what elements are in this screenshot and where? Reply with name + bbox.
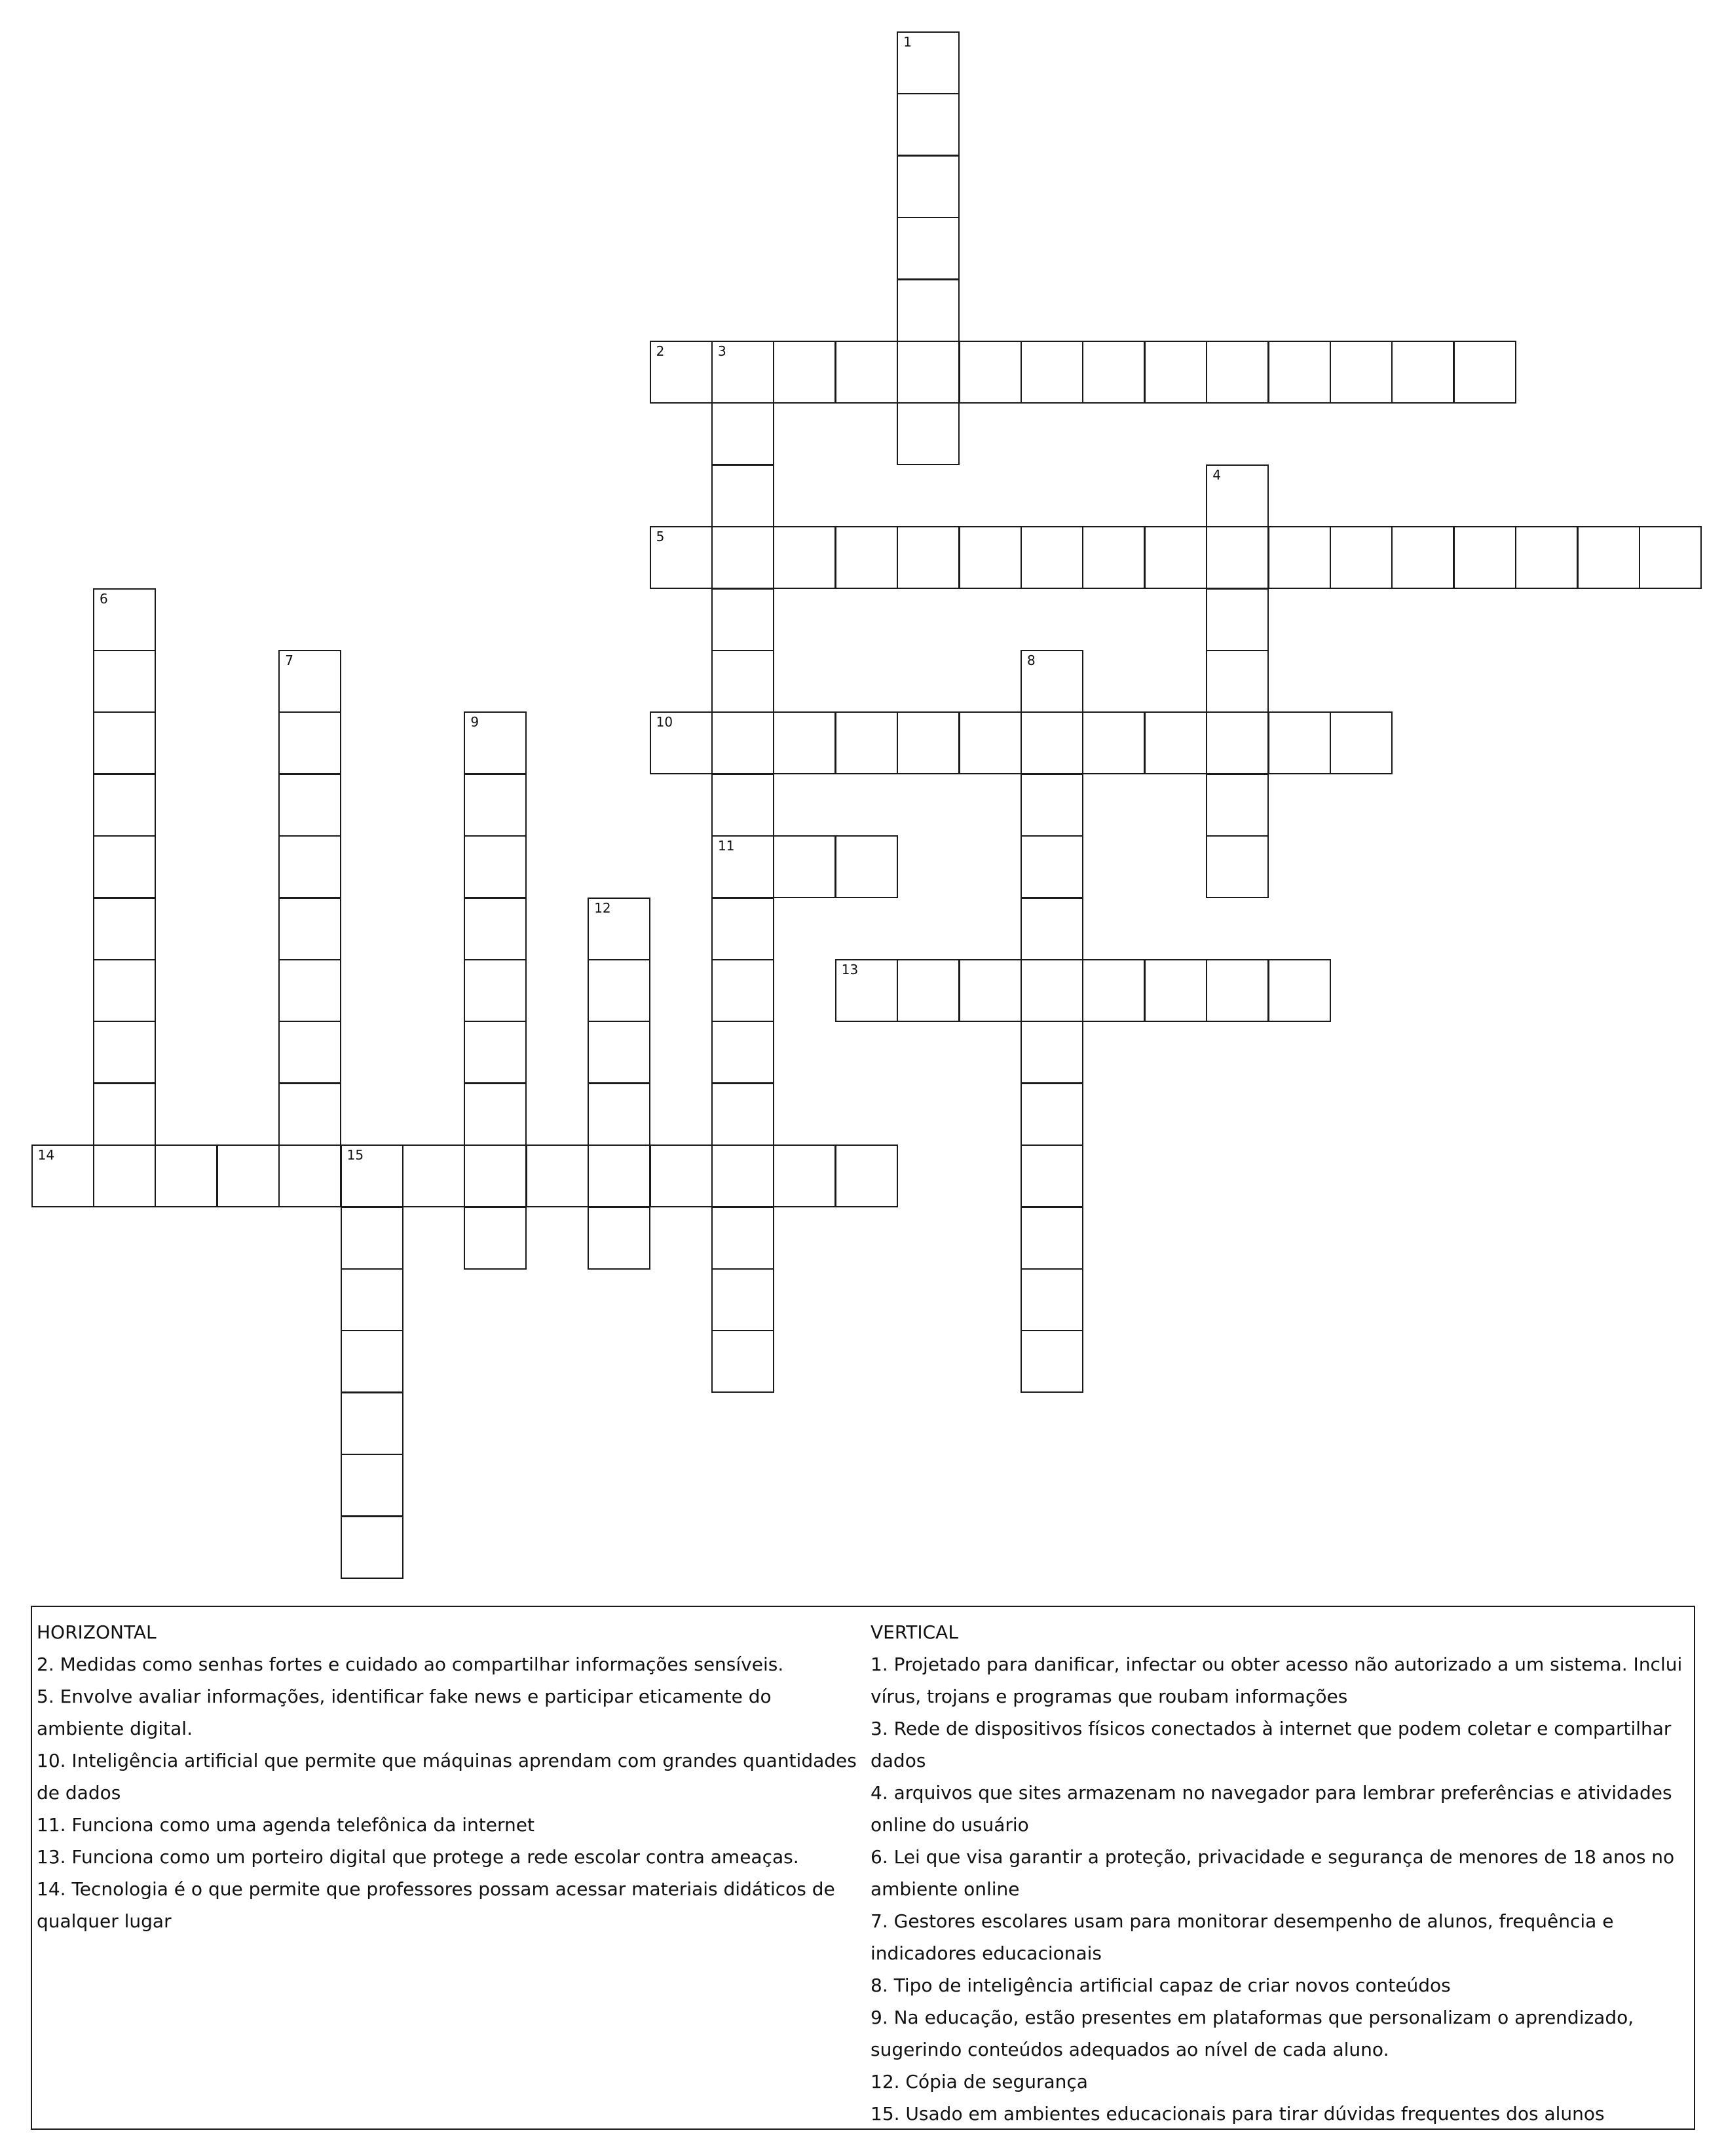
grid-cell[interactable] — [1206, 464, 1269, 527]
grid-cell[interactable] — [1021, 1021, 1083, 1084]
clue-v-4: 4. arquivos que sites armazenam no navegador para lembrar preferências e atividades online do usuário — [871, 1782, 1672, 1836]
grid-cell[interactable] — [711, 898, 774, 960]
clue-v-15: 15. Usado em ambientes educacionais para tirar dúvidas frequentes dos alunos — [871, 2103, 1605, 2125]
clue-h-11: 11. Funciona como uma agenda telefônica da internet — [37, 1814, 534, 1836]
grid-cell[interactable] — [31, 1144, 94, 1207]
grid-cell[interactable] — [1144, 959, 1207, 1022]
grid-cell[interactable] — [711, 774, 774, 837]
clue-v-6: 6. Lei que visa garantir a proteção, privacidade e segurança de menores de 18 anos no ambiente online — [871, 1846, 1675, 1900]
grid-cell[interactable] — [1391, 341, 1454, 404]
grid-cell[interactable] — [711, 711, 774, 774]
grid-cell[interactable] — [1082, 341, 1145, 404]
clue-h-14: 14. Tecnologia é o que permite que professores possam acessar materiais didáticos de qualquer lugar — [37, 1878, 835, 1932]
clue-number: 15 — [347, 1147, 364, 1163]
grid-cell[interactable] — [1391, 526, 1454, 589]
grid-cell[interactable] — [959, 711, 1022, 774]
grid-cell[interactable] — [1453, 341, 1516, 404]
clue-number: 14 — [37, 1147, 55, 1163]
grid-cell[interactable] — [1021, 1330, 1083, 1393]
clue-number: 1 — [903, 34, 912, 50]
grid-cell[interactable] — [773, 711, 836, 774]
grid-cell[interactable] — [278, 650, 341, 713]
grid-cell[interactable] — [1330, 341, 1393, 404]
clue-number: 13 — [841, 962, 859, 977]
grid-cell[interactable] — [1268, 526, 1331, 589]
grid-cell[interactable] — [650, 341, 713, 404]
grid-cell[interactable] — [93, 588, 156, 651]
grid-cell[interactable] — [897, 526, 960, 589]
clue-v-9: 9. Na educação, estão presentes em plataformas que personalizam o aprendizado, sugerindo conteúdos adequados ao nível de cada aluno. — [871, 2007, 1634, 2060]
clue-number: 2 — [656, 343, 665, 359]
grid-cell[interactable] — [897, 155, 960, 218]
grid-cell[interactable] — [464, 1083, 527, 1146]
grid-cell[interactable] — [835, 835, 898, 898]
grid-cell[interactable] — [1082, 711, 1145, 774]
clue-v-3: 3. Rede de dispositivos físicos conectados à internet que podem coletar e compartilhar dados — [871, 1718, 1672, 1771]
grid-cell[interactable] — [773, 1144, 836, 1207]
grid-cell[interactable] — [897, 31, 960, 94]
grid-cell[interactable] — [341, 1268, 403, 1331]
clues-box — [31, 1606, 1695, 2130]
grid-cell[interactable] — [1206, 341, 1269, 404]
grid-cell[interactable] — [1206, 835, 1269, 898]
grid-cell[interactable] — [93, 898, 156, 960]
vertical-title: VERTICAL — [871, 1621, 958, 1643]
grid-cell[interactable] — [1082, 959, 1145, 1022]
grid-cell[interactable] — [1206, 774, 1269, 837]
grid-cell[interactable] — [1268, 711, 1331, 774]
clue-h-10: 10. Inteligência artificial que permite que máquinas aprendam com grandes quantidades de dados — [37, 1750, 857, 1804]
grid-cell[interactable] — [464, 1207, 527, 1270]
grid-cell[interactable] — [711, 1021, 774, 1084]
grid-cell[interactable] — [341, 1516, 403, 1579]
grid-cell[interactable] — [1021, 1268, 1083, 1331]
grid-cell[interactable] — [464, 774, 527, 837]
grid-cell[interactable] — [278, 774, 341, 837]
grid-cell[interactable] — [959, 959, 1022, 1022]
grid-cell[interactable] — [711, 650, 774, 713]
clue-number: 10 — [656, 714, 673, 730]
grid-cell[interactable] — [711, 1268, 774, 1331]
grid-cell[interactable] — [773, 341, 836, 404]
grid-cell[interactable] — [1021, 526, 1083, 589]
clue-v-7: 7. Gestores escolares usam para monitorar desempenho de alunos, frequência e indicadores educacionais — [871, 1910, 1614, 1964]
grid-cell[interactable] — [1577, 526, 1640, 589]
horizontal-title: HORIZONTAL — [37, 1621, 157, 1643]
grid-cell[interactable] — [1021, 959, 1083, 1022]
grid-cell[interactable] — [897, 217, 960, 280]
clue-v-8: 8. Tipo de inteligência artificial capaz de criar novos conteúdos — [871, 1975, 1451, 1996]
grid-cell[interactable] — [341, 1454, 403, 1517]
grid-cell[interactable] — [959, 341, 1022, 404]
clue-number: 8 — [1027, 652, 1036, 668]
grid-cell[interactable] — [93, 1021, 156, 1084]
grid-cell[interactable] — [711, 588, 774, 651]
grid-cell[interactable] — [711, 1207, 774, 1270]
clue-number: 5 — [656, 529, 665, 545]
vertical-clues — [871, 1616, 1693, 2130]
grid-cell[interactable] — [341, 1392, 403, 1455]
clue-v-12: 12. Cópia de segurança — [871, 2071, 1088, 2092]
grid-cell[interactable] — [155, 1144, 217, 1207]
clue-number: 4 — [1212, 466, 1221, 483]
grid-cell[interactable] — [711, 835, 774, 898]
grid-cell[interactable] — [1021, 650, 1083, 713]
grid-cell[interactable] — [1021, 774, 1083, 837]
grid-cell[interactable] — [711, 959, 774, 1022]
grid-cell[interactable] — [1021, 1144, 1083, 1207]
grid-cell[interactable] — [897, 279, 960, 342]
grid-cell[interactable] — [1082, 526, 1145, 589]
clue-number: 12 — [594, 899, 611, 916]
grid-cell[interactable] — [1206, 650, 1269, 713]
grid-cell[interactable] — [93, 1144, 156, 1207]
grid-cell[interactable] — [278, 959, 341, 1022]
grid-cell[interactable] — [1206, 588, 1269, 651]
grid-cell[interactable] — [1021, 711, 1083, 774]
grid-cell[interactable] — [711, 1144, 774, 1207]
clue-number: 9 — [470, 714, 479, 730]
clue-v-1: 1. Projetado para danificar, infectar ou obter acesso não autorizado a um sistema. Inclui vírus, trojans e programas que roubam informações — [871, 1654, 1683, 1707]
grid-cell[interactable] — [650, 526, 713, 589]
grid-cell[interactable] — [464, 898, 527, 960]
clue-number: 6 — [100, 590, 108, 607]
grid-cell[interactable] — [464, 835, 527, 898]
grid-cell[interactable] — [93, 959, 156, 1022]
grid-cell[interactable] — [93, 1083, 156, 1146]
grid-cell[interactable] — [711, 1330, 774, 1393]
grid-cell[interactable] — [1144, 711, 1207, 774]
grid-cell[interactable] — [897, 711, 960, 774]
grid-cell[interactable] — [588, 898, 650, 960]
grid-cell[interactable] — [1268, 341, 1331, 404]
grid-cell[interactable] — [897, 402, 960, 465]
grid-cell[interactable] — [711, 526, 774, 589]
grid-cell[interactable] — [1021, 898, 1083, 960]
grid-cell[interactable] — [1021, 1083, 1083, 1146]
grid-cell[interactable] — [93, 711, 156, 774]
grid-cell[interactable] — [588, 1021, 650, 1084]
grid-cell[interactable] — [278, 711, 341, 774]
clue-number: 7 — [285, 652, 293, 668]
grid-cell[interactable] — [1021, 1207, 1083, 1270]
grid-cell[interactable] — [1330, 711, 1393, 774]
grid-cell[interactable] — [278, 898, 341, 960]
grid-cell[interactable] — [464, 1021, 527, 1084]
clue-h-2: 2. Medidas como senhas fortes e cuidado ao compartilhar informações sensíveis. — [37, 1654, 784, 1675]
grid-cell[interactable] — [217, 1144, 280, 1207]
grid-cell[interactable] — [773, 526, 836, 589]
grid-cell[interactable] — [897, 959, 960, 1022]
grid-cell[interactable] — [1453, 526, 1516, 589]
grid-cell[interactable] — [278, 1083, 341, 1146]
grid-cell[interactable] — [588, 1144, 650, 1207]
grid-cell[interactable] — [835, 1144, 898, 1207]
grid-cell[interactable] — [278, 835, 341, 898]
grid-cell[interactable] — [711, 341, 774, 404]
grid-cell[interactable] — [650, 1144, 713, 1207]
clue-h-13: 13. Funciona como um porteiro digital que protege a rede escolar contra ameaças. — [37, 1846, 799, 1868]
grid-cell[interactable] — [650, 711, 713, 774]
grid-cell[interactable] — [711, 402, 774, 465]
grid-cell[interactable] — [464, 711, 527, 774]
grid-cell[interactable] — [835, 959, 898, 1022]
grid-cell[interactable] — [1021, 835, 1083, 898]
grid-cell[interactable] — [1206, 711, 1269, 774]
grid-cell[interactable] — [711, 464, 774, 527]
grid-cell[interactable] — [1639, 526, 1702, 589]
grid-cell[interactable] — [341, 1330, 403, 1393]
grid-cell[interactable] — [93, 774, 156, 837]
grid-cell[interactable] — [93, 835, 156, 898]
grid-cell[interactable] — [773, 835, 836, 898]
grid-cell[interactable] — [526, 1144, 589, 1207]
grid-cell[interactable] — [835, 526, 898, 589]
grid-cell[interactable] — [588, 959, 650, 1022]
grid-cell[interactable] — [341, 1207, 403, 1270]
grid-cell[interactable] — [341, 1144, 403, 1207]
clue-h-5: 5. Envolve avaliar informações, identificar fake news e participar eticamente do ambiente digital. — [37, 1686, 772, 1739]
grid-cell[interactable] — [897, 93, 960, 156]
grid-cell[interactable] — [1515, 526, 1578, 589]
grid-cell[interactable] — [588, 1207, 650, 1270]
grid-cell[interactable] — [588, 1083, 650, 1146]
grid-cell[interactable] — [835, 711, 898, 774]
clue-number: 11 — [718, 838, 735, 854]
grid-cell[interactable] — [1206, 526, 1269, 589]
horizontal-clues — [37, 1616, 862, 1937]
grid-cell[interactable] — [1144, 341, 1207, 404]
grid-cell[interactable] — [278, 1021, 341, 1084]
grid-cell[interactable] — [464, 1144, 527, 1207]
grid-cell[interactable] — [1206, 959, 1269, 1022]
grid-cell[interactable] — [93, 650, 156, 713]
grid-cell[interactable] — [464, 959, 527, 1022]
grid-cell[interactable] — [1144, 526, 1207, 589]
grid-cell[interactable] — [402, 1144, 465, 1207]
grid-cell[interactable] — [1330, 526, 1393, 589]
grid-cell[interactable] — [959, 526, 1022, 589]
grid-cell[interactable] — [711, 1083, 774, 1146]
clue-number: 3 — [718, 343, 726, 359]
grid-cell[interactable] — [835, 341, 898, 404]
grid-cell[interactable] — [897, 341, 960, 404]
grid-cell[interactable] — [1268, 959, 1331, 1022]
grid-cell[interactable] — [1021, 341, 1083, 404]
grid-cell[interactable] — [278, 1144, 341, 1207]
